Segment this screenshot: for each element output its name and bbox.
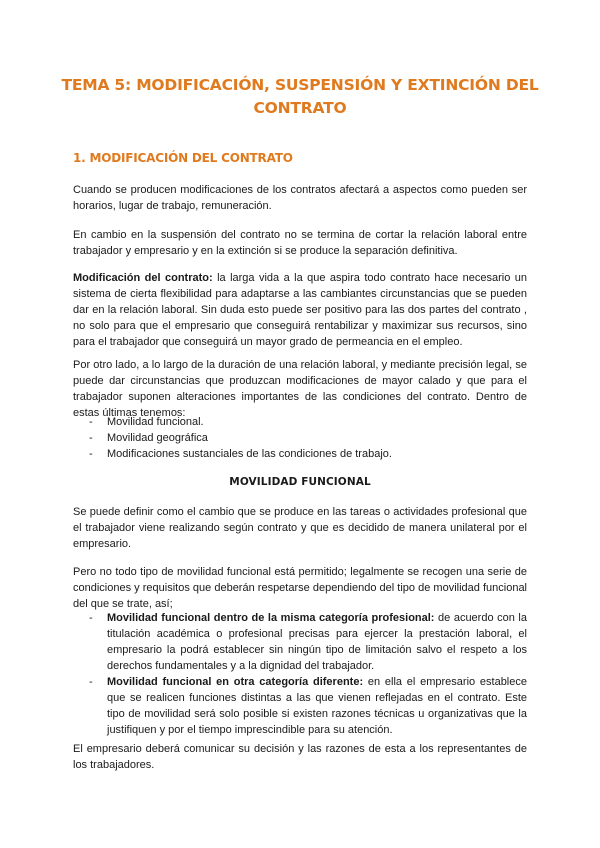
section-heading-modificacion: 1. MODIFICACIÓN DEL CONTRATO	[73, 151, 293, 165]
list-item-term: Movilidad funcional en otra categoría diferente:	[107, 676, 364, 688]
title-line-2: CONTRATO	[253, 99, 347, 117]
list-item	[73, 446, 527, 462]
movilidad-types-list	[73, 610, 527, 738]
page-title	[60, 74, 540, 120]
list-item-term: Movilidad funcional dentro de la misma categoría profesional:	[107, 612, 435, 624]
list-dash: -	[89, 612, 93, 624]
paragraph-intro: Cuando se producen modificaciones de los contratos afectará a aspectos como pueden ser horarios, lugar de trabajo, remuneración.	[73, 184, 527, 212]
list-dash: -	[89, 416, 93, 428]
modificacion-text: la larga vida a la que aspira todo contrato hace necesario un sistema de cierta flexibilidad para adaptarse a las cambiantes circunstancias que se pueden dar en la relación laboral. Sin duda esto puede ser positivo para las dos partes del contrato , no solo para que el empresario que conseguirá rentabilizar y maximizar sus recursos, sino para el trabajador que conseguirá un mayor grado de permeancia en el empleo.	[73, 272, 527, 348]
list-dash: -	[89, 432, 93, 444]
paragraph-suspension: En cambio en la suspensión del contrato no se termina de cortar la relación laboral entre trabajador y empresario y en la extinción si se produce la separación definitiva.	[73, 229, 527, 257]
list-item-text: Movilidad funcional.	[107, 416, 204, 428]
list-item-text: en ella el empresario establece que se realicen funciones distintas a las que vienen reflejadas en el contrato. Este tipo de movilidad será solo posible si existen razones técnicas u organizativas que la justifiquen y por el tiempo imprescindible para su atención.	[107, 676, 527, 736]
paragraph-alteraciones: Por otro lado, a lo largo de la duración de una relación laboral, y mediante precisión legal, se puede dar circunstancias que produzcan modificaciones de mayor calado y que para el trabajador suponen alteraciones importantes de las condiciones del contrato. Dentro de estas últimas tenemos:	[73, 359, 527, 419]
list-item-text: Movilidad geográfica	[107, 432, 208, 444]
modificacion-term: Modificación del contrato:	[73, 272, 213, 284]
section-heading-movilidad-funcional: MOVILIDAD FUNCIONAL	[229, 476, 371, 488]
paragraph-comunicacion: El empresario deberá comunicar su decisión y las razones de esta a los representantes de los trabajadores.	[73, 743, 527, 771]
modification-types-list	[73, 414, 527, 462]
paragraph-modificacion-definition	[73, 270, 527, 350]
list-item	[73, 610, 527, 674]
list-item-text: de acuerdo con la titulación académica o profesional precisas para ejercer la prestación laboral, el empresario la podrá establecer sin ningún tipo de limitación salvo el respeto a los derechos fundamentales y a la dignidad del trabajador.	[107, 612, 527, 672]
list-item	[73, 674, 527, 738]
list-item-text: Modificaciones sustanciales de las condiciones de trabajo.	[107, 448, 392, 460]
paragraph-movilidad-definition: Se puede definir como el cambio que se produce en las tareas o actividades profesional que el trabajador viene realizando según contrato y que es decidido de manera unilateral por el empresario.	[73, 506, 527, 550]
list-item	[73, 430, 527, 446]
list-dash: -	[89, 448, 93, 460]
paragraph-movilidad-condiciones: Pero no todo tipo de movilidad funcional está permitido; legalmente se recogen una serie de condiciones y requisitos que deberán respetarse dependiendo del tipo de movilidad funcional del que se trate, así;	[73, 566, 527, 610]
title-line-1: TEMA 5: MODIFICACIÓN, SUSPENSIÓN Y EXTINCIÓN DEL	[61, 76, 539, 94]
list-item	[73, 414, 527, 430]
list-dash: -	[89, 676, 93, 688]
